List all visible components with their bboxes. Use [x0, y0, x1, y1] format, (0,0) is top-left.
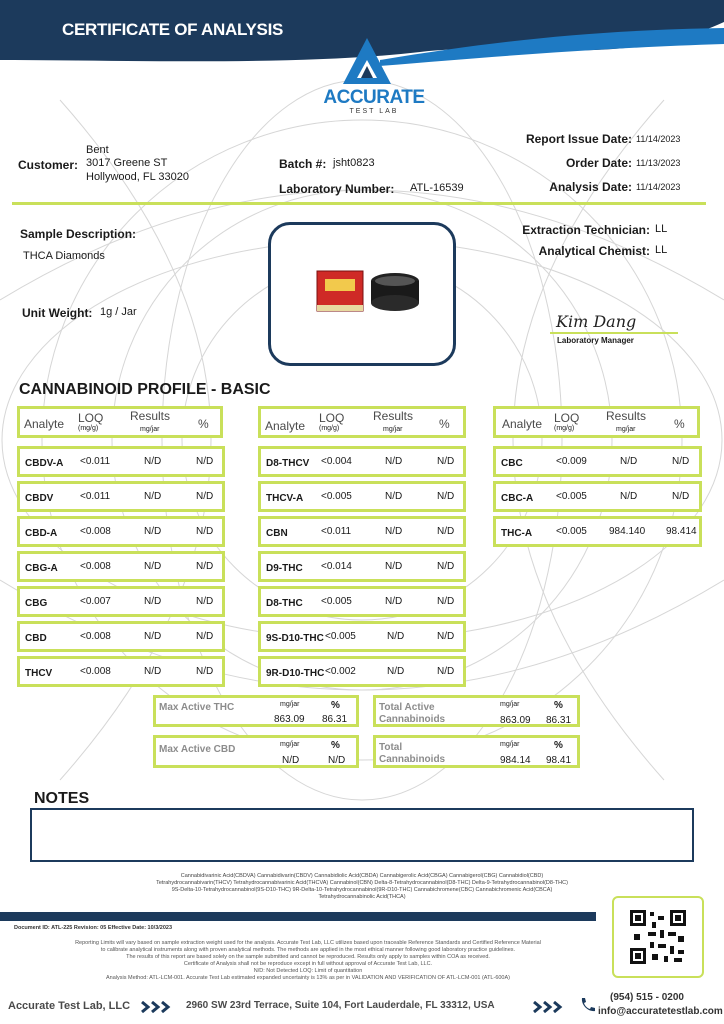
table-row: [258, 446, 466, 477]
lab-number-label: Laboratory Number:: [279, 182, 395, 196]
table-row: [17, 656, 225, 687]
analyte-name: D8-THCV: [266, 458, 310, 469]
total-active-label: Total Active: [379, 702, 435, 713]
table-row: [493, 446, 702, 477]
analyte-name: CBG-A: [25, 563, 58, 574]
loq-value: <0.008: [80, 526, 111, 537]
table-row: [258, 516, 466, 547]
disclaimer-line: Analysis Method: ATL-LCM-001. Accurate Test Lab estimated expanded uncertainty is 13% as per in VALIDATION AND VERIFICATION OF ATL-LCM-001 (ATL-600A): [105, 975, 510, 981]
result-value: N/D: [620, 491, 638, 502]
pct-label: %: [331, 740, 340, 751]
unit-label: mg/jar: [280, 741, 300, 748]
loq-value: <0.002: [325, 666, 356, 677]
divider: [12, 202, 706, 205]
results-header: Results: [130, 409, 171, 423]
analyte-name: 9R-D10-THC: [266, 668, 325, 679]
manager-label: Laboratory Manager: [557, 336, 634, 345]
loq-value: <0.008: [80, 666, 111, 677]
unit-weight-label: Unit Weight:: [22, 306, 93, 320]
glossary-line: Tetrahydrocannabinolic Acid(THCA): [318, 894, 406, 900]
signature-line: [550, 332, 678, 334]
max-thc-pct: 86.31: [322, 714, 348, 725]
analyte-header: Analyte: [502, 417, 543, 431]
result-value: N/D: [144, 526, 162, 537]
analyte-name: CBC: [501, 458, 523, 469]
disclaimer-line: to calibrate analytical instruments along with proven analytical methods. The methods are applied in the most ethical manner following good laboratory practice guidelines.: [100, 947, 516, 953]
jar-photo: [271, 225, 453, 363]
analyte-name: CBDV-A: [25, 458, 64, 469]
pct-value: N/D: [437, 456, 455, 467]
analyte-name: CBD-A: [25, 528, 58, 539]
order-date-value: 11/13/2023: [636, 158, 681, 168]
analyte-name: 9S-D10-THC: [266, 633, 324, 644]
table-row: [258, 656, 466, 687]
pct-value: N/D: [437, 491, 455, 502]
analyte-name: THC-A: [501, 528, 533, 539]
total-active-mg: 863.09: [500, 715, 531, 726]
disclaimer-line: Reporting Limits will vary based on sample extraction weight used for the analysis. Accurate Test Lab, LLC utilizes based upon traceable Reference Standards and Certified Reference Material: [75, 940, 541, 946]
loq-value: <0.005: [556, 491, 587, 502]
result-value: N/D: [385, 526, 403, 537]
analyte-name: CBDV: [25, 493, 54, 504]
table-row: [17, 621, 225, 652]
result-value: N/D: [385, 561, 403, 572]
result-value: N/D: [385, 596, 403, 607]
max-thc-mg: 863.09: [274, 714, 305, 725]
loq-value: <0.005: [556, 526, 587, 537]
customer-address2: Hollywood, FL 33020: [86, 171, 189, 183]
doc-info: Document ID: ATL-225 Revision: 05 Effective Date: 10/3/2023: [14, 925, 173, 931]
total-label-2: Cannabinoids: [379, 754, 446, 765]
pct-value: N/D: [196, 666, 214, 677]
customer-address1: 3017 Greene ST: [86, 157, 168, 169]
unit-weight-value: 1g / Jar: [100, 306, 137, 318]
result-value: 984.140: [609, 526, 646, 537]
table-row: [493, 516, 702, 547]
result-value: N/D: [144, 666, 162, 677]
max-thc-box: [153, 695, 359, 727]
sample-photo-frame: [268, 222, 456, 366]
logo-subtext: TEST LAB: [349, 108, 399, 115]
phone-icon: [578, 996, 596, 1014]
glossary-line: 9S-Delta-10-Tetrahydrocannabinol(9S-D10-THC) 9R-Delta-10-Tetrahydrocannabinol(9R-D10-THC) Cannabichromene(CBC) Cannabichromenic Acid(CBCA): [171, 887, 553, 893]
disclaimer: [6, 940, 610, 982]
analyte-name: THCV: [25, 668, 53, 679]
glossary-line: Cannabidivarinic Acid(CBDVA) Cannabidivarin(CBDV) Cannabidiolic Acid(CBDA) Cannabigerolic Acid(CBGA) Cannabigerol(CBG) Cannabidiol(CBD): [180, 873, 544, 879]
pct-label: %: [331, 700, 340, 711]
qr-frame: [612, 896, 704, 978]
loq-value: <0.011: [321, 526, 352, 537]
signature: Kim Dang: [556, 312, 637, 331]
total-pct: 98.41: [546, 755, 572, 766]
analyte-name: CBC-A: [501, 493, 534, 504]
table-row: [17, 551, 225, 582]
result-value: N/D: [144, 596, 162, 607]
table-row: [17, 516, 225, 547]
customer-label: Customer:: [18, 158, 79, 172]
table-header-3: [493, 406, 700, 438]
result-value: N/D: [385, 491, 403, 502]
disclaimer-line: Certificate of Analysis shall not be reproduce except in full without approval of Accurate Test Lab, LLC.: [183, 961, 433, 967]
sample-desc-value: THCA Diamonds: [23, 250, 105, 262]
results-header: Results: [606, 409, 647, 423]
result-value: N/D: [387, 666, 405, 677]
pct-value: N/D: [437, 631, 455, 642]
total-active-pct: 86.31: [546, 715, 572, 726]
loq-value: <0.007: [80, 596, 111, 607]
loq-value: <0.008: [80, 631, 111, 642]
table-row: [493, 481, 702, 512]
notes-title: NOTES: [34, 790, 90, 807]
pct-value: N/D: [437, 596, 455, 607]
table-row: [258, 551, 466, 582]
table-row: [258, 621, 466, 652]
table-header-1: [17, 406, 223, 438]
results-unit: mg/jar: [383, 426, 403, 433]
total-box: [373, 735, 580, 768]
pct-value: N/D: [196, 631, 214, 642]
analyte-name: CBG: [25, 598, 48, 609]
results-unit: mg/jar: [140, 426, 160, 433]
doc-bar: [0, 912, 596, 921]
pct-value: N/D: [672, 456, 690, 467]
report-date-value: 11/14/2023: [636, 134, 681, 144]
glossary-line: Tetrahydrocannabivarin(THCV) Tetrahydrocannabivarinic Acid(THCVA) Cannabinol(CBN) Delta-8-Tetrahydrocannabinol(D8-THC) Delta-9-Tetrahydrocannabinol(D8-THC): [156, 880, 568, 886]
logo-triangle-icon: [343, 38, 391, 88]
tech-value: LL: [655, 223, 668, 235]
result-value: N/D: [387, 631, 405, 642]
analyte-name: THCV-A: [266, 493, 304, 504]
analyte-name: CBN: [266, 528, 288, 539]
analyte-name: D8-THC: [266, 598, 303, 609]
analyte-header: Analyte: [265, 419, 306, 433]
pct-label: %: [554, 740, 563, 751]
pct-value: N/D: [196, 596, 214, 607]
analyte-header: Analyte: [24, 417, 65, 431]
pct-header: %: [198, 417, 209, 431]
unit-label: mg/jar: [280, 701, 300, 708]
loq-header: LOQ: [554, 411, 580, 425]
logo-text: ACCURATE: [323, 87, 425, 108]
table-header-2: [258, 406, 466, 438]
loq-unit: (mg/g): [554, 425, 575, 432]
arrow-chevrons-icon: [532, 1001, 568, 1013]
lab-number-value: ATL-16539: [410, 182, 464, 194]
order-date-label: Order Date:: [565, 156, 632, 170]
page-title: CERTIFICATE OF ANALYSIS: [62, 20, 284, 39]
chemist-value: LL: [655, 244, 668, 256]
loq-value: <0.004: [321, 456, 352, 467]
report-date-label: Report Issue Date:: [525, 132, 632, 146]
pct-value: N/D: [437, 666, 455, 677]
results-header: Results: [373, 409, 414, 423]
loq-value: <0.009: [556, 456, 587, 467]
table-row: [258, 586, 466, 617]
pct-value: N/D: [196, 491, 214, 502]
result-value: N/D: [144, 561, 162, 572]
pct-value: N/D: [196, 456, 214, 467]
analyte-name: CBD: [25, 633, 47, 644]
notes-box: [30, 808, 694, 862]
total-active-label-2: Cannabinoids: [379, 714, 446, 725]
pct-value: N/D: [437, 561, 455, 572]
pct-value: N/D: [672, 491, 690, 502]
result-value: N/D: [620, 456, 638, 467]
profile-title: CANNABINOID PROFILE - BASIC: [19, 381, 271, 398]
loq-value: <0.011: [80, 491, 111, 502]
unit-label: mg/jar: [500, 741, 520, 748]
disclaimer-line: The results of this report are based solely on the sample submitted and cannot be reproduced. Results only apply to samples within COA as received.: [126, 954, 490, 960]
loq-value: <0.005: [325, 631, 356, 642]
table-row: [258, 481, 466, 512]
table-row: [17, 586, 225, 617]
batch-value: jsht0823: [333, 157, 375, 169]
loq-unit: (mg/g): [78, 425, 99, 432]
loq-value: <0.005: [321, 491, 352, 502]
footer-address: 2960 SW 23rd Terrace, Suite 104, Fort Lauderdale, FL 33312, USA: [186, 1000, 495, 1011]
tech-label: Extraction Technician:: [522, 223, 650, 237]
pct-value: 98.414: [666, 526, 697, 537]
result-value: N/D: [144, 491, 162, 502]
max-cbd-mg: N/D: [282, 755, 300, 766]
batch-label: Batch #:: [279, 157, 327, 171]
unit-label: mg/jar: [500, 701, 520, 708]
analysis-date-value: 11/14/2023: [636, 182, 681, 192]
chemist-label: Analytical Chemist:: [538, 244, 650, 258]
pct-value: N/D: [196, 561, 214, 572]
pct-header: %: [439, 417, 450, 431]
loq-value: <0.008: [80, 561, 111, 572]
max-cbd-box: [153, 735, 359, 768]
total-mg: 984.14: [500, 755, 531, 766]
footer-phone[interactable]: (954) 515 - 0200: [610, 992, 684, 1003]
max-cbd-pct: N/D: [328, 755, 346, 766]
analyte-name: D9-THC: [266, 563, 303, 574]
qr-code-icon: [614, 898, 702, 976]
loq-header: LOQ: [78, 411, 104, 425]
pct-label: %: [554, 700, 563, 711]
result-value: N/D: [385, 456, 403, 467]
loq-value: <0.011: [80, 456, 111, 467]
analysis-date-label: Analysis Date:: [549, 180, 632, 194]
loq-header: LOQ: [319, 411, 345, 425]
footer-email[interactable]: info@accuratetestlab.com: [598, 1006, 723, 1017]
arrow-chevrons-icon: [140, 1001, 176, 1013]
loq-value: <0.014: [321, 561, 352, 572]
total-label: Total: [379, 742, 403, 753]
result-value: N/D: [144, 456, 162, 467]
max-cbd-label: Max Active CBD: [159, 744, 236, 755]
sample-desc-label: Sample Description:: [20, 227, 137, 241]
disclaimer-line: N/D: Not Detected LOQ: Limit of quantitation: [253, 968, 363, 974]
table-row: [17, 446, 225, 477]
pct-value: N/D: [437, 526, 455, 537]
max-thc-label: Max Active THC: [159, 702, 235, 713]
pct-header: %: [674, 417, 685, 431]
customer-name: Bent: [86, 144, 109, 156]
pct-value: N/D: [196, 526, 214, 537]
loq-unit: (mg/g): [319, 425, 340, 432]
glossary: [20, 873, 704, 901]
loq-value: <0.005: [321, 596, 352, 607]
footer-company: Accurate Test Lab, LLC: [8, 1000, 131, 1012]
results-unit: mg/jar: [616, 426, 636, 433]
result-value: N/D: [144, 631, 162, 642]
table-row: [17, 481, 225, 512]
total-active-box: [373, 695, 580, 727]
